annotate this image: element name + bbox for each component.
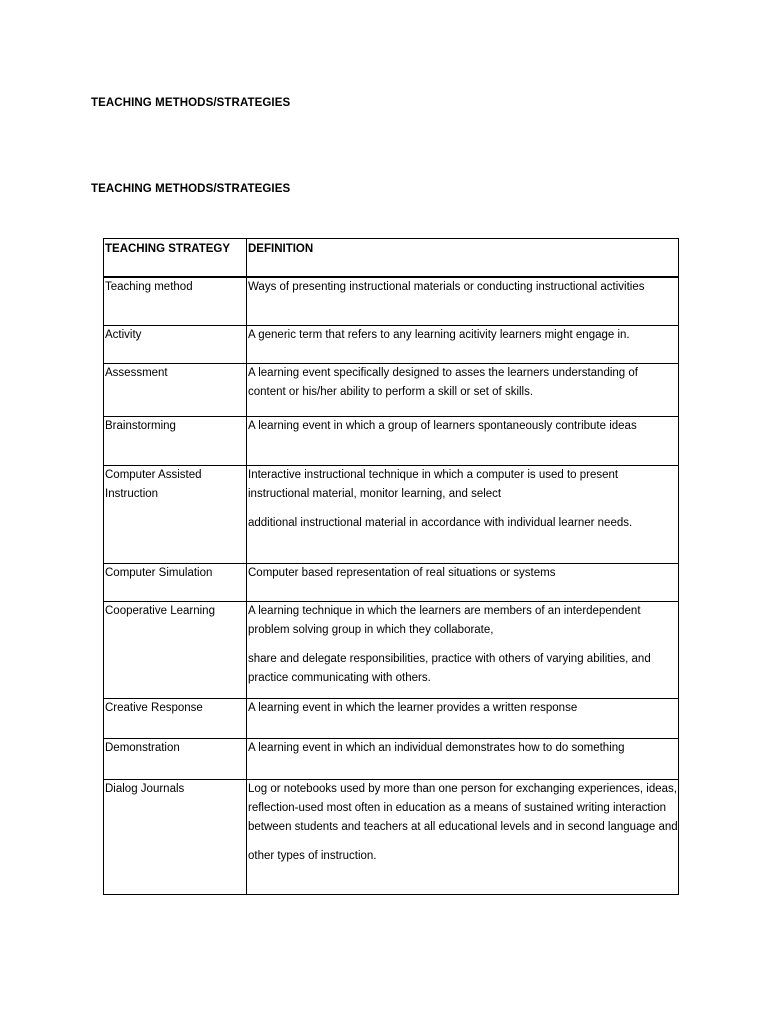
strategy-definition-cell (247, 699, 679, 739)
table-heading: TEACHING METHODS/STRATEGIES (91, 183, 291, 195)
strategy-term-cell: Dialog Journals (104, 780, 247, 895)
definition-paragraph: A learning event in which a group of learners spontaneously contribute ideas (248, 420, 637, 432)
definition-paragraph: Ways of presenting instructional materials or conducting instructional activities (248, 280, 645, 293)
strategy-term-cell: Computer Simulation (104, 564, 247, 602)
strategy-term-cell: Teaching method (104, 277, 247, 326)
table-row (104, 326, 679, 364)
definition-paragraph: A generic term that refers to any learning acitivity learners might engage in. (248, 329, 630, 341)
definition-paragraph: share and delegate responsibilities, practice with others of varying abilities, and practice communicating with others. (248, 653, 651, 684)
strategy-term-cell: Creative Response (104, 699, 247, 739)
column-header-definition: DEFINITION (247, 239, 679, 277)
strategy-term-cell: Activity (104, 326, 247, 364)
table-row (104, 739, 679, 780)
strategy-definition-cell (247, 564, 679, 602)
table-row (104, 602, 679, 699)
strategy-term-cell: Brainstorming (104, 417, 247, 466)
definition-paragraph: other types of instruction. (248, 850, 377, 862)
strategy-definition-cell (247, 466, 679, 564)
definition-paragraph: A learning event in which an individual demonstrates how to do something (248, 742, 625, 754)
strategy-definition-cell (247, 364, 679, 417)
table-body (104, 277, 679, 895)
strategy-term-cell: Assessment (104, 364, 247, 417)
column-header-strategy: TEACHING STRATEGY (104, 239, 247, 277)
strategy-definition-cell (247, 780, 679, 895)
strategy-definition-cell (247, 277, 679, 326)
definition-paragraph: A learning technique in which the learners are members of an interdependent problem solving group in which they collaborate, (248, 605, 641, 636)
definition-paragraph: additional instructional material in accordance with individual learner needs. (248, 517, 633, 529)
definition-paragraph: Log or notebooks used by more than one person for exchanging experiences, ideas, reflection-used most often in education as a means of sustained writing interaction between students and teachers at all educational levels and in second language and (248, 783, 678, 833)
strategy-definition-cell (247, 326, 679, 364)
definition-paragraph: Interactive instructional technique in which a computer is used to present instructional material, monitor learning, and select (248, 469, 619, 500)
definition-paragraph: A learning event in which the learner provides a written response (248, 702, 578, 714)
strategy-definition-cell (247, 602, 679, 699)
table-row (104, 564, 679, 602)
table-row (104, 417, 679, 466)
strategy-term-cell: Computer Assisted Instruction (104, 466, 247, 564)
table-row (104, 466, 679, 564)
strategy-term-cell: Cooperative Learning (104, 602, 247, 699)
table-header-row (104, 239, 679, 277)
document-heading: TEACHING METHODS/STRATEGIES (91, 97, 291, 109)
strategy-definition-cell (247, 417, 679, 466)
table-row (104, 780, 679, 895)
table-row (104, 364, 679, 417)
strategy-term-cell: Demonstration (104, 739, 247, 780)
definition-paragraph: Computer based representation of real situations or systems (248, 567, 556, 579)
strategy-definition-cell (247, 739, 679, 780)
table-row (104, 277, 679, 326)
definition-paragraph: A learning event specifically designed to asses the learners understanding of content or his/her ability to perform a skill or set of skills. (248, 367, 638, 398)
strategies-table (103, 238, 679, 895)
table-row (104, 699, 679, 739)
